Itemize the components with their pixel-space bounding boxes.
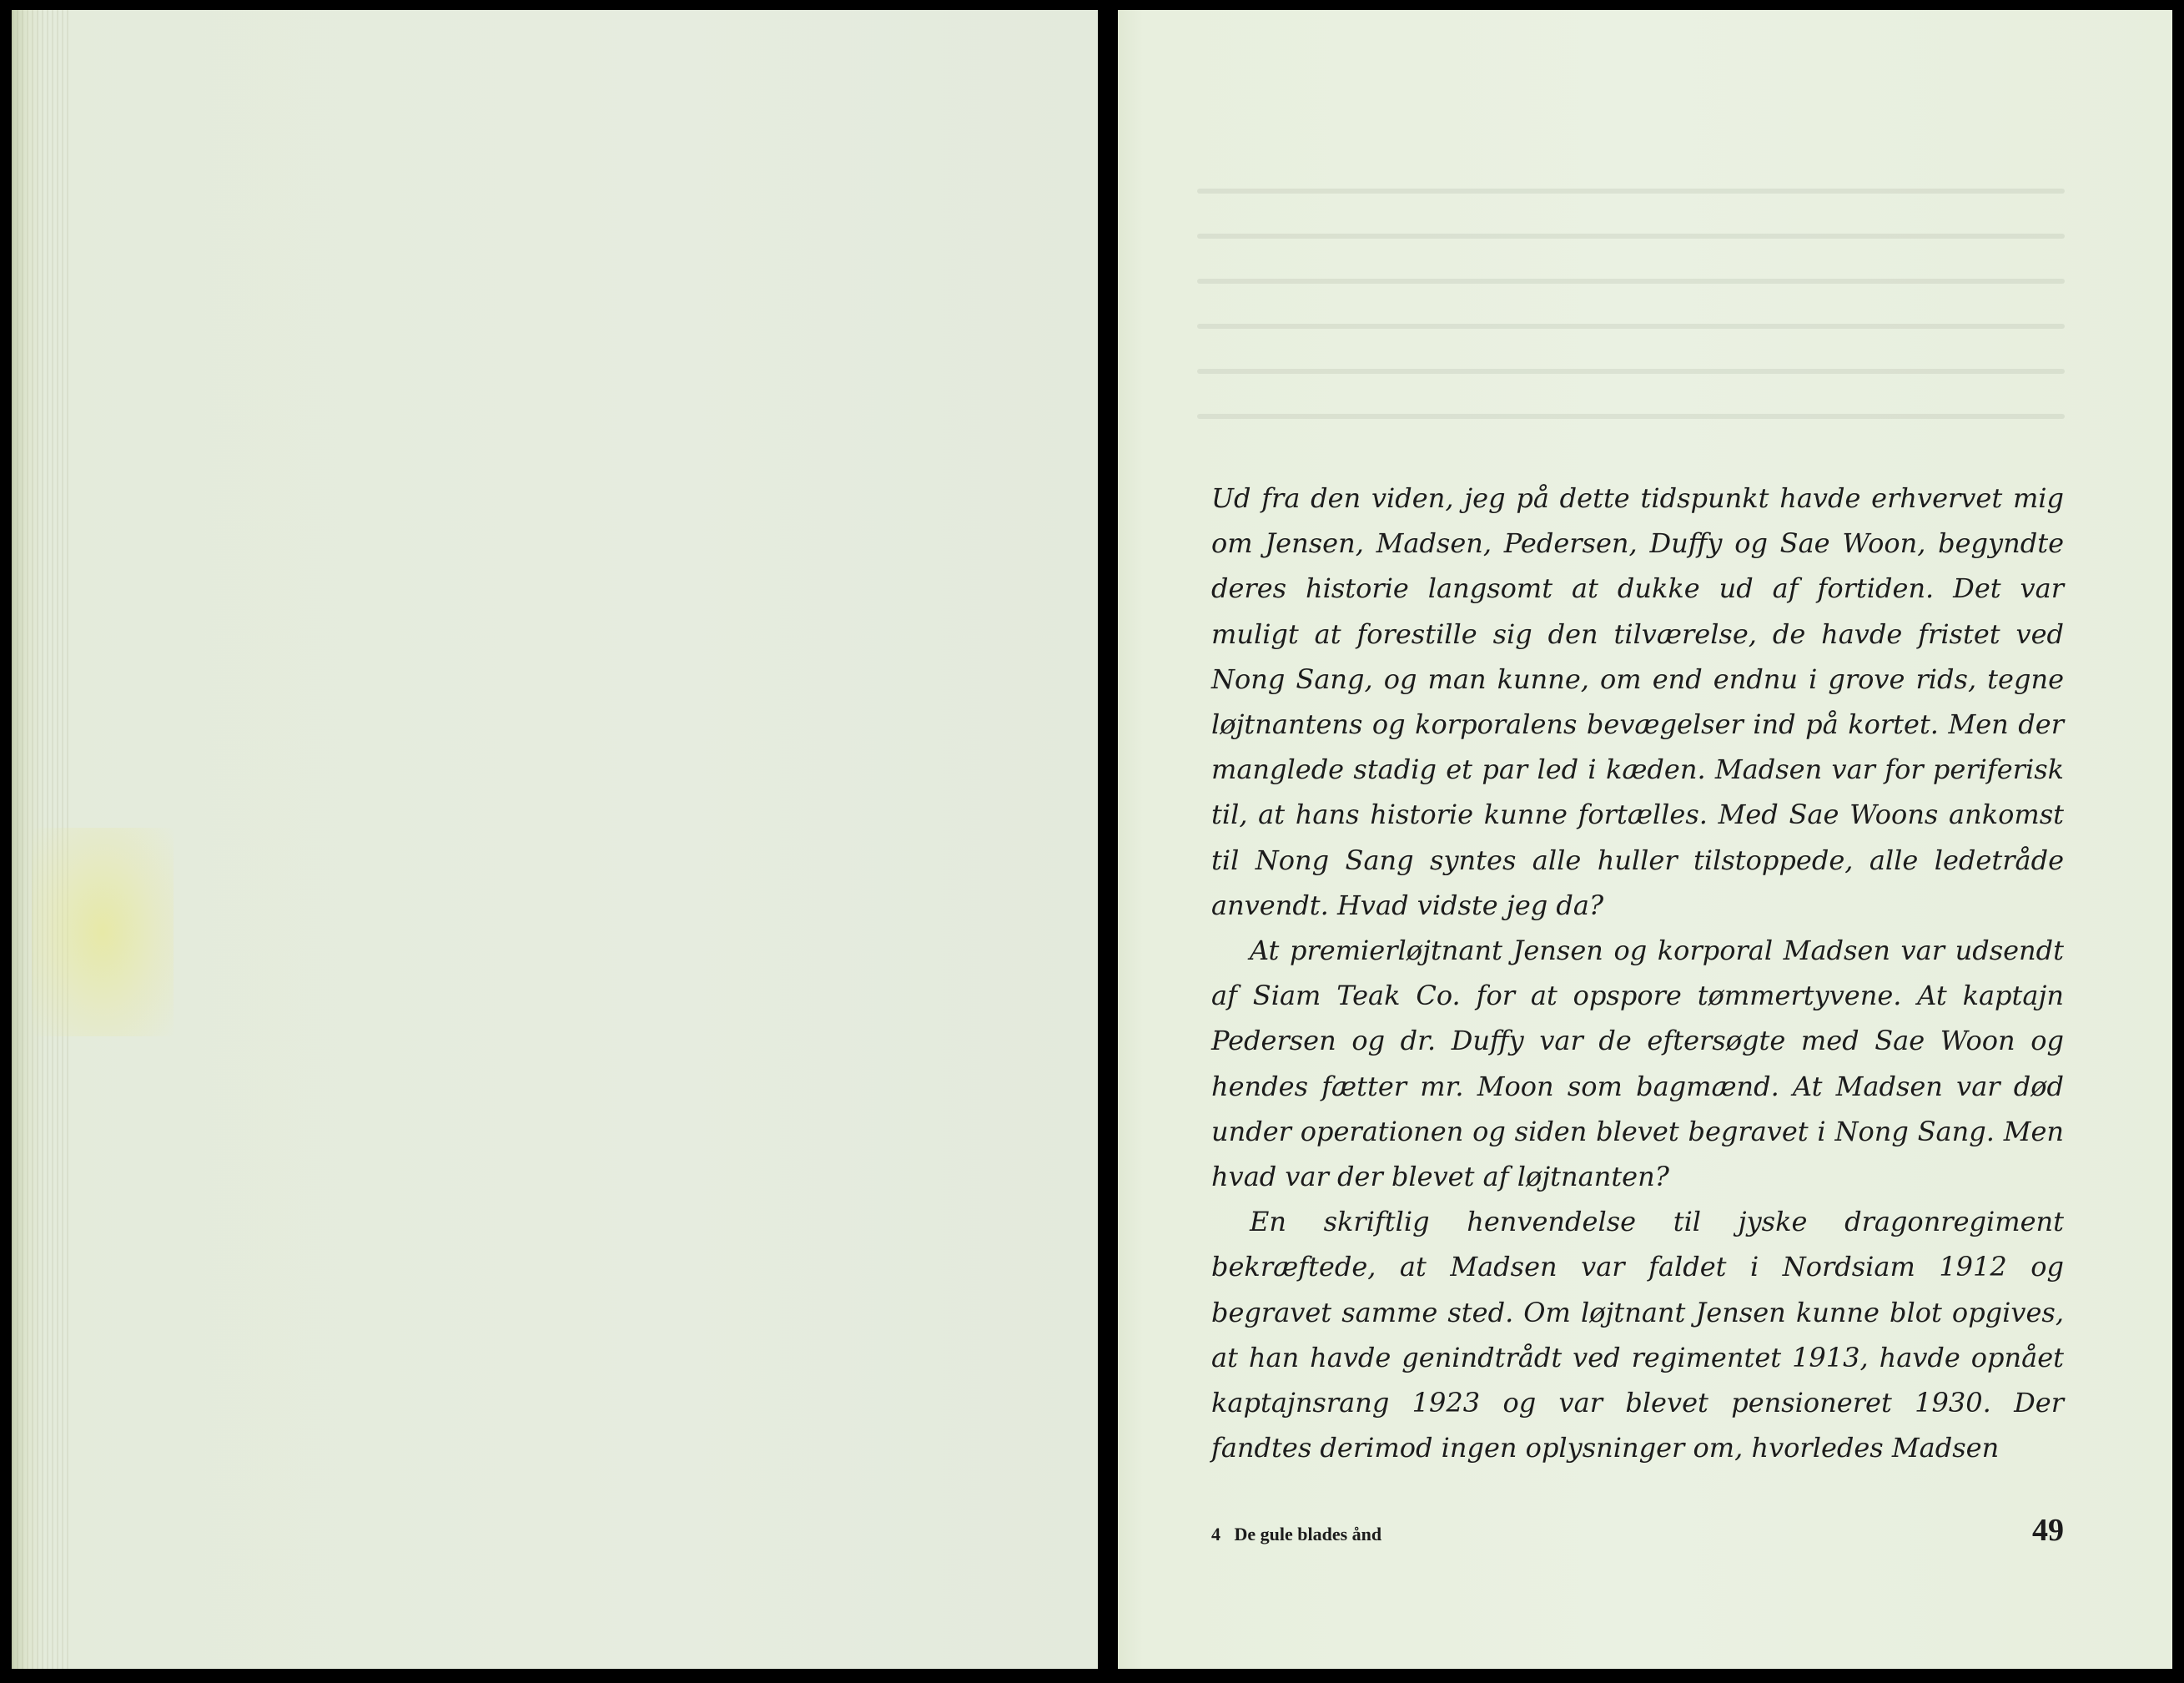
body-text	[1211, 476, 2064, 1470]
bleed-through-line	[1197, 324, 2065, 329]
bleed-through-line	[1197, 279, 2065, 284]
right-page	[1118, 10, 2172, 1669]
signature-mark: 4 De gule blades ånd	[1211, 1524, 1382, 1544]
bleed-through-line	[1197, 234, 2065, 239]
page-number: 49	[2032, 1513, 2064, 1548]
paper-stain	[32, 828, 174, 1036]
bleed-through-line	[1197, 189, 2065, 194]
bleed-through-line	[1197, 369, 2065, 374]
paragraph-1: Ud fra den viden, jeg på dette tidspunkt havde erhvervet mig om Jensen, Madsen, Pedersen, Duffy og Sae Woon, begyndte deres historie langsomt at dukke ud af fortiden. Det var muligt at forestille sig den tilværelse, de havde fristet ved Nong Sang, og man kunne, om end endnu i grove rids, tegne løjtnantens og korporalens bevægelser ind på kortet. Men der manglede stadig et par led i kæden. Madsen var for periferisk til, at hans historie kunne fortælles. Med Sae Woons ankomst til Nong Sang syntes alle huller tilstoppede, alle ledetråde anvendt. Hvad vidste jeg da?	[1211, 482, 2064, 921]
bleed-through-line	[1197, 414, 2065, 419]
left-page	[12, 10, 1098, 1669]
paragraph-3: En skriftlig henvendelse til jyske dragonregiment bekræftede, at Madsen var faldet i Nordsiam 1912 og begravet samme sted. Om løjtnant Jensen kunne blot opgives, at han havde genindtrådt ved regimentet 1913, havde opnået kaptajnsrang 1923 og var blevet pensioneret 1930. Der fandtes derimod ingen oplysninger om, hvorledes Madsen	[1211, 1206, 2064, 1464]
paragraph-2: At premierløjtnant Jensen og korporal Madsen var udsendt af Siam Teak Co. for at opspore tømmertyvene. At kaptajn Pedersen og dr. Duffy var de eftersøgte med Sae Woon og hendes fætter mr. Moon som bagmænd. At Madsen var død under operationen og siden blevet begravet i Nong Sang. Men hvad var der blevet af løjtnanten?	[1211, 935, 2064, 1193]
